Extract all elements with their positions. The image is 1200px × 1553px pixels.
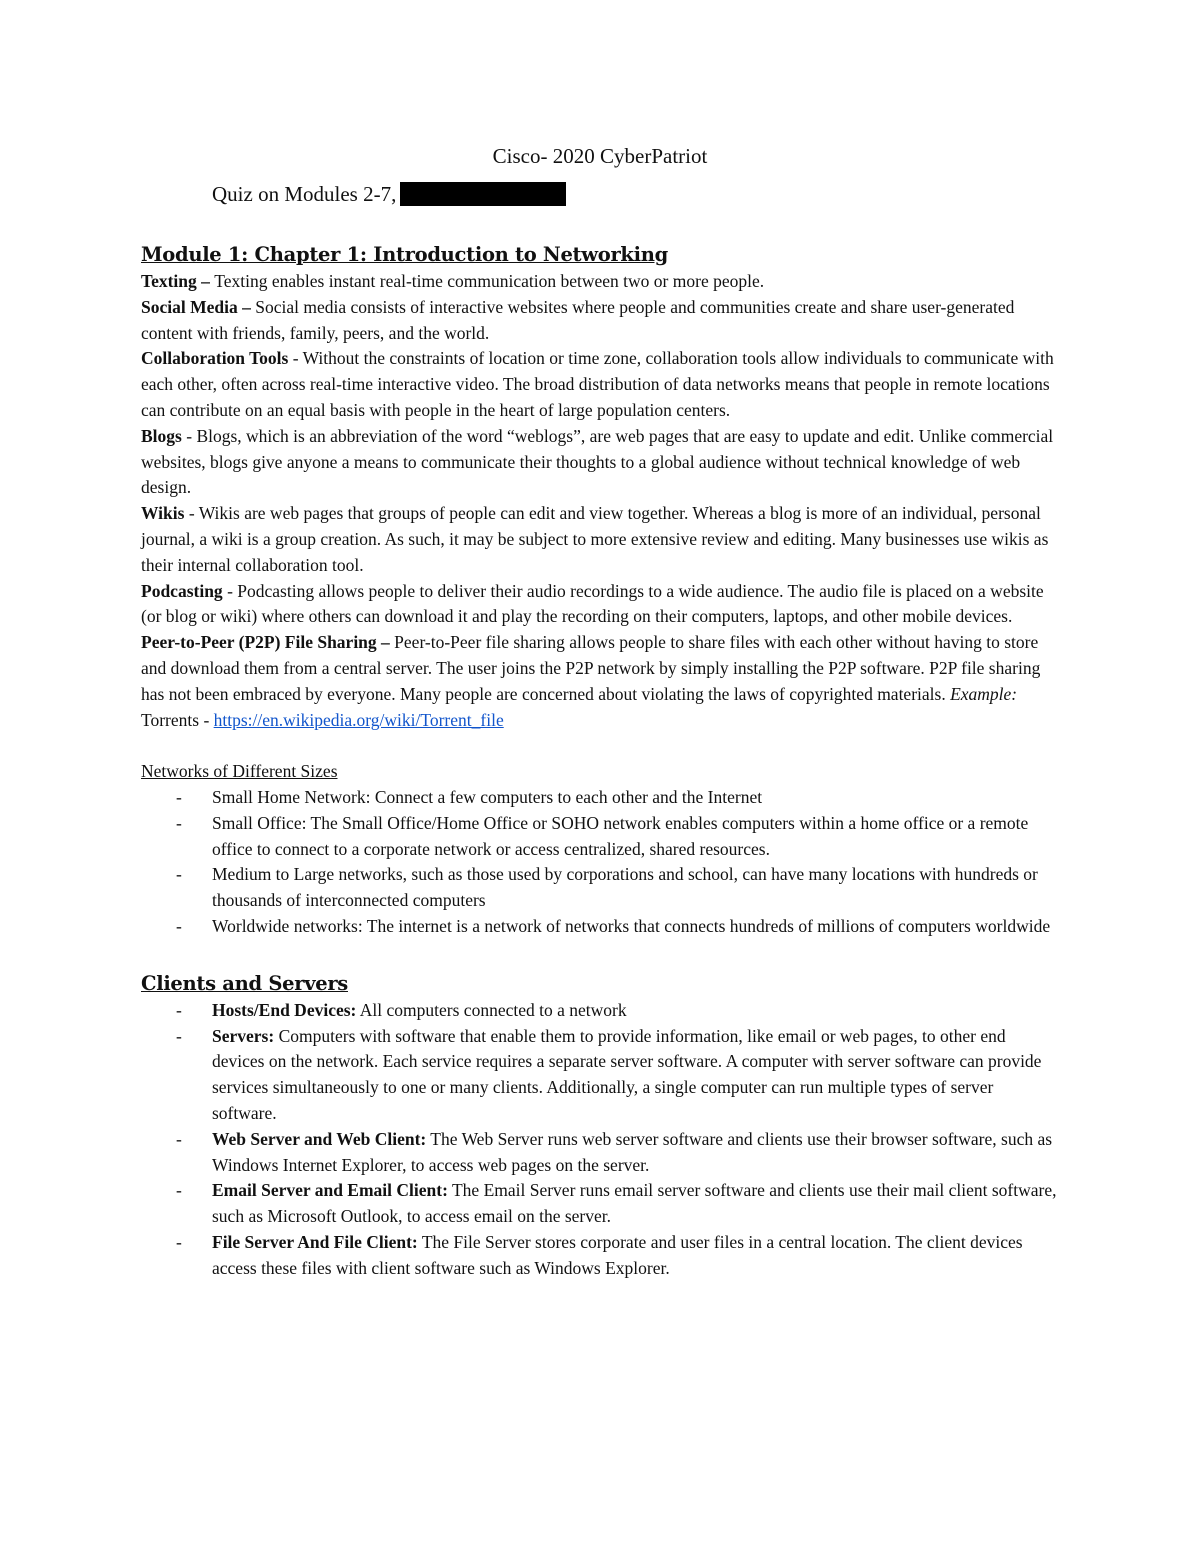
term-definition: Wikis are web pages that groups of people can edit and view together. Whereas a blog is more of an individual, personal journal, a wiki is a group creation. As such, it may be subject to more extensive review and editing. Many businesses use wikis as their internal collaboration tool.	[141, 503, 1049, 575]
list-marker: -	[176, 1025, 182, 1046]
list-item: - Web Server and Web Client: The Web Server runs web server software and clients use their browser software, such as Windows Internet Explorer, to access web pages on the server.	[176, 1128, 1053, 1175]
list-item: - Email Server and Email Client: The Email Server runs email server software and clients use their mail client software, such as Microsoft Outlook, to access email on the server.	[176, 1180, 1057, 1227]
term-definition: Podcasting allows people to deliver their audio recordings to a wide audience. The audio file is placed on a website (or blog or wiki) where others can download it and play the recording on their computers, laptops, and other mobile devices.	[141, 580, 1044, 627]
term-paragraph-p2p: Peer-to-Peer (P2P) File Sharing – Peer-to-Peer file sharing allows people to share files with each other without having to store and download them from a central server. The user joins the P2P network by simply installing the P2P software. P2P file sharing has not been embraced by everyone. Many people are concerned about violating the laws of copyrighted materials. Example: Torrents - https://en.wikipedia.org/wiki/Torrent_file	[141, 632, 1041, 730]
list-marker: -	[176, 812, 182, 833]
term-paragraph: Collaboration Tools - Without the constraints of location or time zone, collaboration tools allow individuals to communicate with each other, often across real-time interactive video. The broad distribution of data networks means that people in remote locations can contribute on an equal basis with people in the heart of large population centers.	[141, 348, 1054, 420]
example-text: Torrents -	[141, 709, 210, 730]
term-definition: Peer-to-Peer file sharing allows people to share files with each other without having to store and download them from a central server. The user joins the P2P network by simply installing the P2P software. P2P file sharing has not been embraced by everyone. Many people are concerned about violating the laws of copyrighted materials.	[141, 632, 1041, 704]
term-label: Wikis	[141, 503, 185, 524]
subtitle-text: Quiz on Modules 2-7,	[212, 182, 397, 206]
list-item: - File Server And File Client: The File Server stores corporate and user files in a central location. The client devices access these files with client software such as Windows Explorer.	[176, 1231, 1023, 1278]
term-definition: Without the constraints of location or time zone, collaboration tools allow individuals to communicate with each other, often across real-time interactive video. The broad distribution of data networks means that people in remote locations can contribute on an equal basis with people in the heart of large population centers.	[141, 348, 1054, 420]
torrent-file-link[interactable]: https://en.wikipedia.org/wiki/Torrent_file	[213, 709, 504, 730]
list-item: - Servers: Computers with software that enable them to provide information, like email or web pages, to other end devices on the network. Each service requires a separate server software. A computer with server software can provide services simultaneously to one or many clients. Additionally, a single computer can run multiple types of server software.	[176, 1025, 1042, 1123]
list-item: - Hosts/End Devices: All computers connected to a network	[141, 998, 1061, 1024]
item-term: Web Server and Web Client:	[212, 1128, 427, 1149]
item-term: File Server And File Client:	[212, 1231, 418, 1252]
list-marker: -	[176, 1128, 182, 1149]
term-definition: Blogs, which is an abbreviation of the word “weblogs”, are web pages that are easy to update and edit. Unlike commercial websites, blogs give anyone a means to communicate their thoughts to a global audience without technical knowledge of web design.	[141, 425, 1054, 498]
list-marker: -	[176, 915, 182, 936]
term-label: Podcasting	[141, 580, 223, 601]
module1-heading: Module 1: Chapter 1: Introduction to Networking	[141, 243, 668, 266]
networks-heading: Networks of Different Sizes	[141, 761, 338, 782]
list-item: - Medium to Large networks, such as those used by corporations and school, can have many locations with hundreds or thousands of interconnected computers	[176, 864, 1038, 911]
networks-list	[141, 785, 1061, 940]
item-term: Email Server and Email Client:	[212, 1180, 448, 1201]
term-label: Peer-to-Peer (P2P) File Sharing	[141, 632, 377, 653]
term-paragraph: Blogs - Blogs, which is an abbreviation of the word “weblogs”, are web pages that are easy to update and edit. Unlike commercial websites, blogs give anyone a means to communicate their thoughts to a global audience without technical knowledge of web design.	[141, 425, 1054, 498]
item-term: Servers:	[212, 1025, 275, 1046]
term-paragraph: Podcasting - Podcasting allows people to deliver their audio recordings to a wide audience. The audio file is placed on a website (or blog or wiki) where others can download it and play the recording on their computers, laptops, and other mobile devices.	[141, 580, 1044, 627]
list-item: - Worldwide networks: The internet is a network of networks that connects hundreds of millions of computers worldwide	[141, 914, 1061, 940]
example-label: Example:	[950, 683, 1018, 704]
clients-servers-list	[141, 998, 1061, 1282]
list-marker: -	[176, 864, 182, 885]
document-title: Cisco- 2020 CyberPatriot	[492, 144, 708, 168]
list-marker: -	[176, 1180, 182, 1201]
list-marker: -	[176, 1231, 182, 1252]
item-term: Hosts/End Devices:	[212, 999, 357, 1020]
term-label: Texting	[141, 271, 197, 291]
list-item: - Small Office: The Small Office/Home Office or SOHO network enables computers within a home office or a remote office to connect to a corporate network or access centralized, shared resources.	[176, 812, 1029, 859]
term-paragraph: Texting – Texting enables instant real-time communication between two or more people.	[141, 271, 765, 291]
document-body	[141, 241, 1061, 1281]
document-subtitle	[212, 181, 566, 207]
term-definition: Texting enables instant real-time communication between two or more people.	[214, 271, 765, 291]
list-item: - Small Home Network: Connect a few computers to each other and the Internet	[141, 785, 1061, 811]
list-marker: -	[176, 786, 182, 807]
term-label: Collaboration Tools	[141, 348, 289, 369]
list-marker: -	[176, 999, 182, 1020]
term-label: Blogs	[141, 425, 182, 446]
term-paragraph: Social Media – Social media consists of interactive websites where people and communities create and share user-generated content with friends, family, peers, and the world.	[141, 296, 1015, 343]
clients-servers-heading: Clients and Servers	[141, 971, 348, 995]
term-definition: Social media consists of interactive websites where people and communities create and share user-generated content with friends, family, peers, and the world.	[141, 296, 1015, 343]
term-label: Social Media	[141, 296, 238, 317]
redaction-bar	[400, 182, 566, 206]
term-paragraph: Wikis - Wikis are web pages that groups of people can edit and view together. Whereas a blog is more of an individual, personal journal, a wiki is a group creation. As such, it may be subject to more extensive review and editing. Many businesses use wikis as their internal collaboration tool.	[141, 503, 1049, 575]
